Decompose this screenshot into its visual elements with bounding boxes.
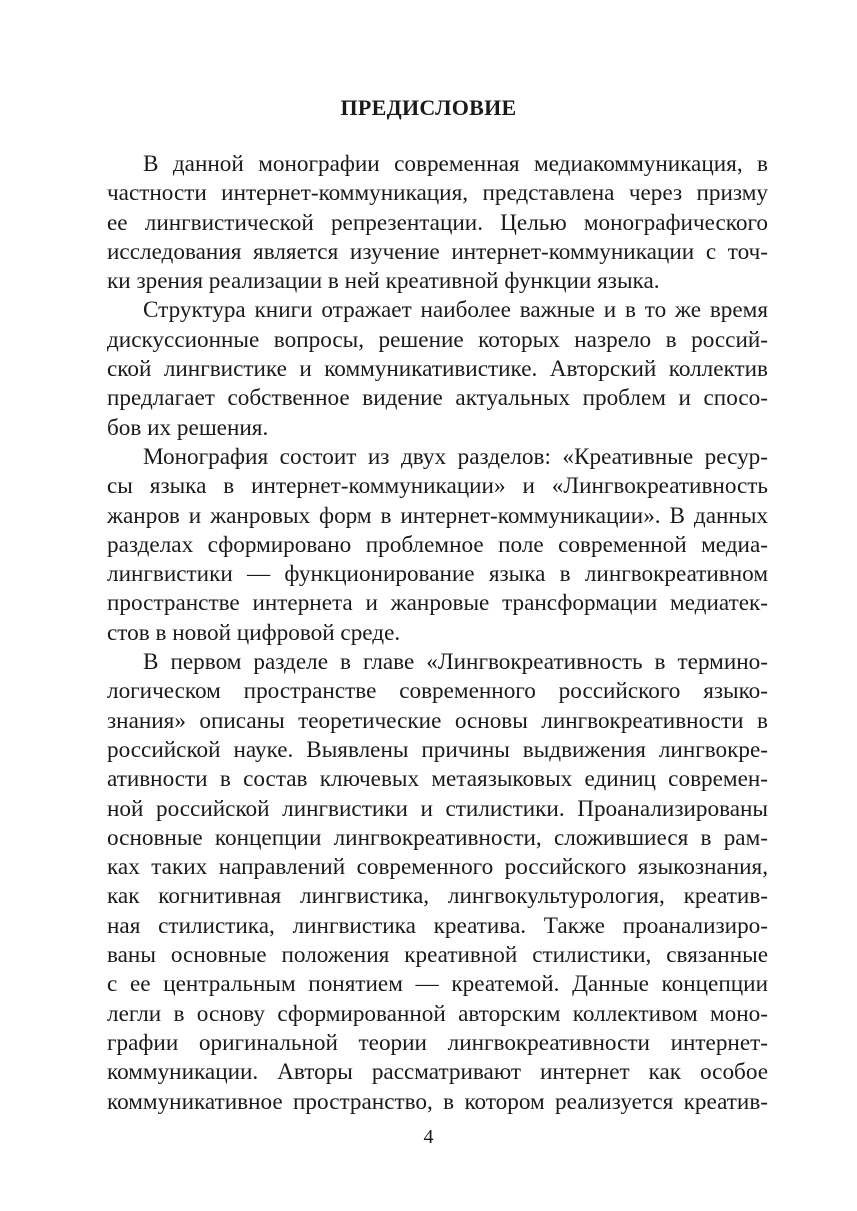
text-line: лингвистики — функционирование языка в лингвокреативном [107, 561, 768, 588]
text-line: В первом разделе в главе «Лингвокреативность в термино- [143, 649, 768, 676]
text-line: Монография состоит из двух разделов: «Креативные ресур- [143, 443, 768, 470]
text-line: частности интернет-коммуникация, представлена через призму [107, 180, 768, 207]
text-line: стов в новой цифровой среде. [107, 619, 401, 646]
text-line: ной российской лингвистики и стилистики. Проанализированы [107, 795, 768, 822]
text-line: знания» описаны теоретические основы лингвокреативности в [107, 707, 768, 734]
text-line: ее лингвистической репрезентации. Целью монографического [107, 209, 768, 236]
page-title: ПРЕДИСЛОВИЕ [340, 95, 517, 120]
page-number: 4 [423, 1126, 434, 1148]
text-line: ативности в состав ключевых метаязыковых единиц современ- [107, 766, 768, 793]
text-line: ках таких направлений современного российского языкознания, [107, 854, 768, 881]
text-line: сы языка в интернет-коммуникации» и «Лингвокреативность [107, 473, 768, 500]
paragraph-1 [107, 150, 768, 296]
body-text [107, 150, 768, 1117]
paragraph-3 [107, 443, 768, 648]
text-line: коммуникации. Авторы рассматривают интернет как особое [107, 1059, 768, 1086]
text-line: ная стилистика, лингвистика креатива. Также проанализиро- [107, 912, 768, 939]
text-line: ваны основные положения креативной стилистики, связанные [107, 942, 768, 969]
paragraph-2 [107, 296, 768, 442]
text-line: пространстве интернета и жанровые трансформации медиатек- [107, 590, 768, 617]
text-line: российской науке. Выявлены причины выдвижения лингвокре- [107, 736, 768, 763]
text-line: коммуникативное пространство, в котором реализуется креатив- [107, 1088, 768, 1115]
text-line: В данной монографии современная медиакоммуникация, в [143, 151, 768, 177]
text-line: графии оригинальной теории лингвокреативности интернет- [107, 1029, 768, 1056]
text-line: с ее центральным понятием — креатемой. Данные концепции [107, 971, 768, 998]
text-line: ской лингвистике и коммуникативистике. Авторский коллектив [107, 356, 768, 383]
text-line: разделах сформировано проблемное поле современной медиа- [107, 531, 768, 558]
text-line: бов их решения. [107, 414, 269, 441]
text-line: ки зрения реализации в ней креативной функции языка. [107, 268, 660, 295]
text-line: легли в основу сформированной авторским коллективом моно- [107, 1000, 768, 1027]
text-line: предлагает собственное видение актуальных проблем и спосо- [107, 385, 768, 412]
text-line: Структура книги отражает наиболее важные и в то же время [143, 297, 768, 324]
text-line: жанров и жанровых форм в интернет-коммуникации». В данных [107, 502, 768, 529]
text-line: дискуссионные вопросы, решение которых назрело в россий- [107, 326, 768, 353]
text-line: исследования является изучение интернет-коммуникации с точ- [107, 238, 768, 265]
paragraph-4 [107, 648, 768, 1117]
text-line: основные концепции лингвокреативности, сложившиеся в рам- [107, 824, 768, 851]
text-line: как когнитивная лингвистика, лингвокультурология, креатив- [107, 883, 768, 910]
text-line: логическом пространстве современного российского языко- [107, 678, 768, 705]
